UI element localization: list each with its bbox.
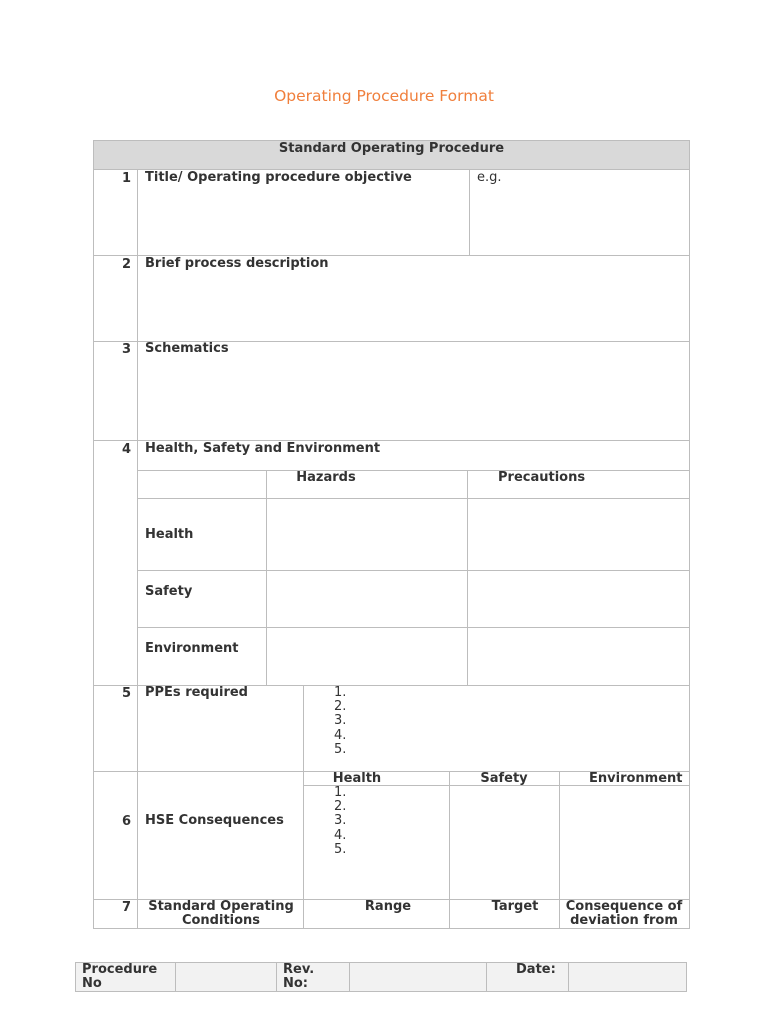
row5-divider (303, 685, 304, 929)
col-health: Health (332, 771, 382, 786)
row-number-1: 1 (121, 171, 131, 186)
col-hazards: Hazards (296, 470, 356, 485)
hse-col-divider-1 (266, 470, 267, 685)
row-number-2: 2 (121, 257, 131, 272)
rev-no-label: Rev. No: (283, 962, 315, 991)
list-item: 4. (334, 727, 347, 743)
example-text: e.g. (477, 170, 502, 185)
rev-no-field[interactable] (349, 962, 487, 992)
list-item: 5. (334, 841, 347, 857)
row-number-5: 5 (121, 686, 131, 701)
row-label-hse: Health, Safety and Environment (145, 441, 381, 456)
col-environment: Environment (589, 771, 683, 786)
hse-row-line (137, 570, 690, 571)
row-number-6: 6 (121, 814, 131, 829)
list-item: 2. (334, 699, 347, 715)
hse-col-divider-2 (467, 470, 468, 685)
list-item: 2. (334, 799, 347, 815)
row-label-schematics: Schematics (145, 341, 229, 356)
procedure-no-field[interactable] (175, 962, 277, 992)
col-safety: Safety (480, 771, 528, 786)
number-column-divider (137, 170, 138, 929)
hse-row-line (137, 498, 690, 499)
procedure-no-label: Procedure No (82, 962, 158, 991)
row-number-4: 4 (121, 442, 131, 457)
page-title: Operating Procedure Format (274, 87, 494, 105)
hse-row-safety: Safety (145, 584, 193, 599)
row6-subheader-line (303, 785, 690, 786)
hse-row-environment: Environment (145, 641, 239, 656)
hse-row-health: Health (145, 527, 194, 542)
col-target: Target (491, 899, 539, 914)
hse-consequence-list (334, 786, 346, 857)
row-number-3: 3 (121, 342, 131, 357)
row-label-objective: Title/ Operating procedure objective (145, 170, 412, 185)
row-label-operating-conditions: Standard Operating Conditions (148, 899, 294, 928)
row-number-7: 7 (121, 900, 131, 915)
ppe-list (334, 686, 346, 757)
list-item: 1. (334, 685, 347, 700)
row-label-hse-consequences: HSE Consequences (145, 813, 284, 828)
date-field[interactable] (568, 962, 687, 992)
list-item: 5. (334, 741, 347, 757)
list-item: 3. (334, 813, 347, 829)
date-label: Date: (516, 962, 556, 977)
table-header-text: Standard Operating Procedure (278, 141, 505, 156)
list-item: 1. (334, 785, 347, 800)
hse-subheader-line (137, 470, 690, 471)
list-item: 3. (334, 713, 347, 729)
col-consequence: Consequence of deviation from (565, 899, 683, 928)
hse-row-line (137, 627, 690, 628)
col-range: Range (364, 899, 412, 914)
row-label-ppe: PPEs required (145, 685, 248, 700)
col-precautions: Precautions (498, 470, 586, 485)
row1-divider (469, 170, 470, 255)
row-label-process-description: Brief process description (145, 256, 329, 271)
list-item: 4. (334, 827, 347, 843)
